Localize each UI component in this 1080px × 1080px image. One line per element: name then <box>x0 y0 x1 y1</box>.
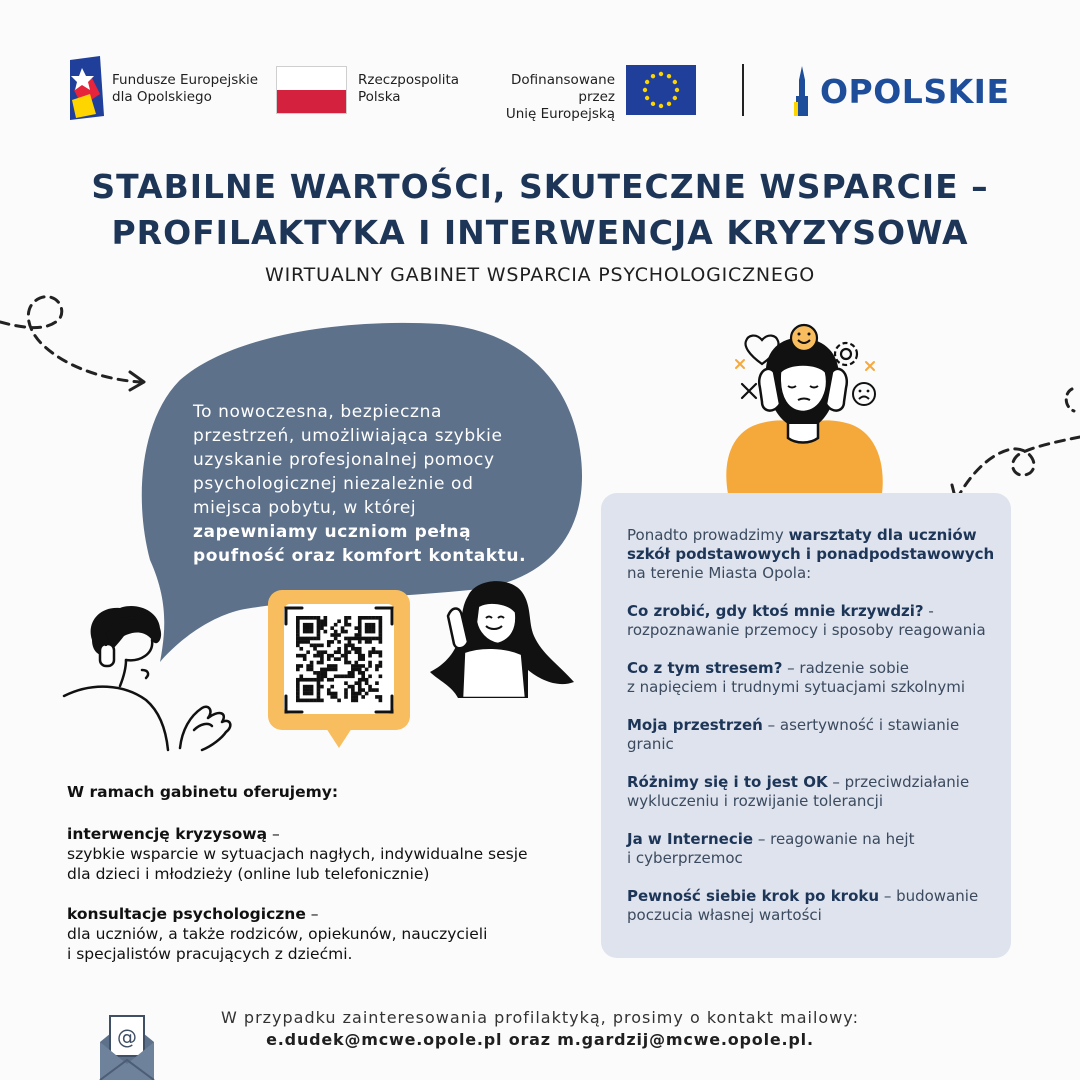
opolskie-tower-icon <box>790 66 814 116</box>
workshop-item: Różnimy się i to jest OK – przeciwdziałanie wykluczeniu i rozwijanie tolerancji <box>627 773 970 810</box>
workshop-item: Co z tym stresem? – radzenie sobie z napięciem i trudnymi sytuacjami szkolnymi <box>627 659 965 696</box>
workshops-text <box>627 526 1002 944</box>
dashed-arrow-left-icon <box>0 290 160 400</box>
sparkle-icon <box>864 360 876 372</box>
workshop-title: Różnimy się i to jest OK <box>627 773 828 791</box>
fundusze-europejskie-text: Fundusze Europejskie dla Opolskiego <box>112 72 259 105</box>
bubble-description <box>193 400 563 568</box>
workshops-intro: Ponadto prowadzimy warsztaty dla uczniów szkół podstawowych i ponadpodstawowych na terenie Miasta Opola: <box>627 526 995 582</box>
bubble-line: psychologicznej niezależnie od <box>193 474 474 494</box>
qr-code[interactable] <box>268 590 410 750</box>
bubble-line: To nowoczesna, bezpieczna <box>193 402 442 422</box>
page-subtitle: WIRTUALNY GABINET WSPARCIA PSYCHOLOGICZNEGO <box>265 264 815 286</box>
workshop-title: Ja w Internecie <box>627 830 754 848</box>
offer-item: konsultacje psychologiczne – dla uczniów, a także rodziców, opiekunów, nauczycieli i specjalistów pracujących z dziećmi. <box>67 905 488 963</box>
workshop-title: Moja przestrzeń <box>627 716 763 734</box>
bubble-bold-line: zapewniamy uczniom pełną <box>193 522 472 542</box>
polish-flag-icon <box>276 66 347 114</box>
offer-item: interwencję kryzysową – szybkie wsparcie w sytuacjach nagłych, indywidualne sesje dla dzieci i młodzieży (online lub telefonicznie) <box>67 825 528 883</box>
opolskie-logo-text: OPOLSKIE <box>820 72 1010 111</box>
contact-info-line: W przypadku zainteresowania profilaktyką, prosimy o kontakt mailowy: <box>221 1008 859 1027</box>
offer-heading: W ramach gabinetu oferujemy: <box>67 783 339 801</box>
sad-face-icon <box>850 380 878 408</box>
rzeczpospolita-text: Rzeczpospolita Polska <box>358 72 460 105</box>
offer-item-line: i specjalistów pracujących z dziećmi. <box>67 945 353 963</box>
workshop-title: Pewność siebie krok po kroku <box>627 887 880 905</box>
workshop-item: Ja w Internecie – reagowanie na hejt i cyberprzemoc <box>627 830 915 867</box>
logo-divider <box>742 64 744 116</box>
dashed-arrow-right-icon <box>940 385 1080 510</box>
workshop-title: Co zrobić, gdy ktoś mnie krzywdzi? <box>627 602 924 620</box>
girl-smiling-illustration <box>428 576 578 698</box>
heart-icon <box>744 332 780 366</box>
page-title-line-1: STABILNE WARTOŚCI, SKUTECZNE WSPARCIE – <box>91 167 989 206</box>
workshop-item: Pewność siebie krok po kroku – budowanie poczucia własnej wartości <box>627 887 979 924</box>
bubble-bold-line: poufność oraz komfort kontaktu. <box>193 546 527 566</box>
offer-item-line: dla uczniów, a także rodziców, opiekunów, nauczycieli <box>67 925 488 943</box>
smile-icon <box>788 322 820 354</box>
envelope-icon <box>98 1012 156 1080</box>
workshop-title: Co z tym stresem? <box>627 659 783 677</box>
offer-section <box>67 782 567 984</box>
fundusze-europejskie-logo-icon <box>70 56 104 120</box>
at-symbol: @ <box>117 1025 137 1049</box>
contact-emails[interactable]: e.dudek@mcwe.opole.pl oraz m.gardzij@mcwe.opole.pl. <box>266 1030 814 1049</box>
eu-cofunding-text: Dofinansowane przez Unię Europejską <box>505 72 615 122</box>
eu-flag-icon <box>626 65 696 115</box>
boy-with-headphones-illustration <box>62 600 242 752</box>
offer-item-line: dla dzieci i młodzieży (online lub telefonicznie) <box>67 865 430 883</box>
page-title-line-2: PROFILAKTYKA I INTERWENCJA KRYZYSOWA <box>111 213 969 252</box>
workshop-item: Moja przestrzeń – asertywność i stawianie granic <box>627 716 960 753</box>
offer-item-title: interwencję kryzysową <box>67 825 268 843</box>
bubble-line: uzyskanie profesjonalnej pomocy <box>193 450 495 470</box>
workshop-item: Co zrobić, gdy ktoś mnie krzywdzi? - rozpoznawanie przemocy i sposoby reagowania <box>627 602 986 639</box>
sparkle-icon <box>734 358 746 370</box>
gear-icon <box>828 336 864 372</box>
bubble-line: miejsca pobytu, w której <box>193 498 417 518</box>
bubble-line: przestrzeń, umożliwiająca szybkie <box>193 426 503 446</box>
offer-item-title: konsultacje psychologiczne <box>67 905 306 923</box>
close-icon <box>738 380 760 402</box>
offer-item-line: szybkie wsparcie w sytuacjach nagłych, indywidualne sesje <box>67 845 528 863</box>
